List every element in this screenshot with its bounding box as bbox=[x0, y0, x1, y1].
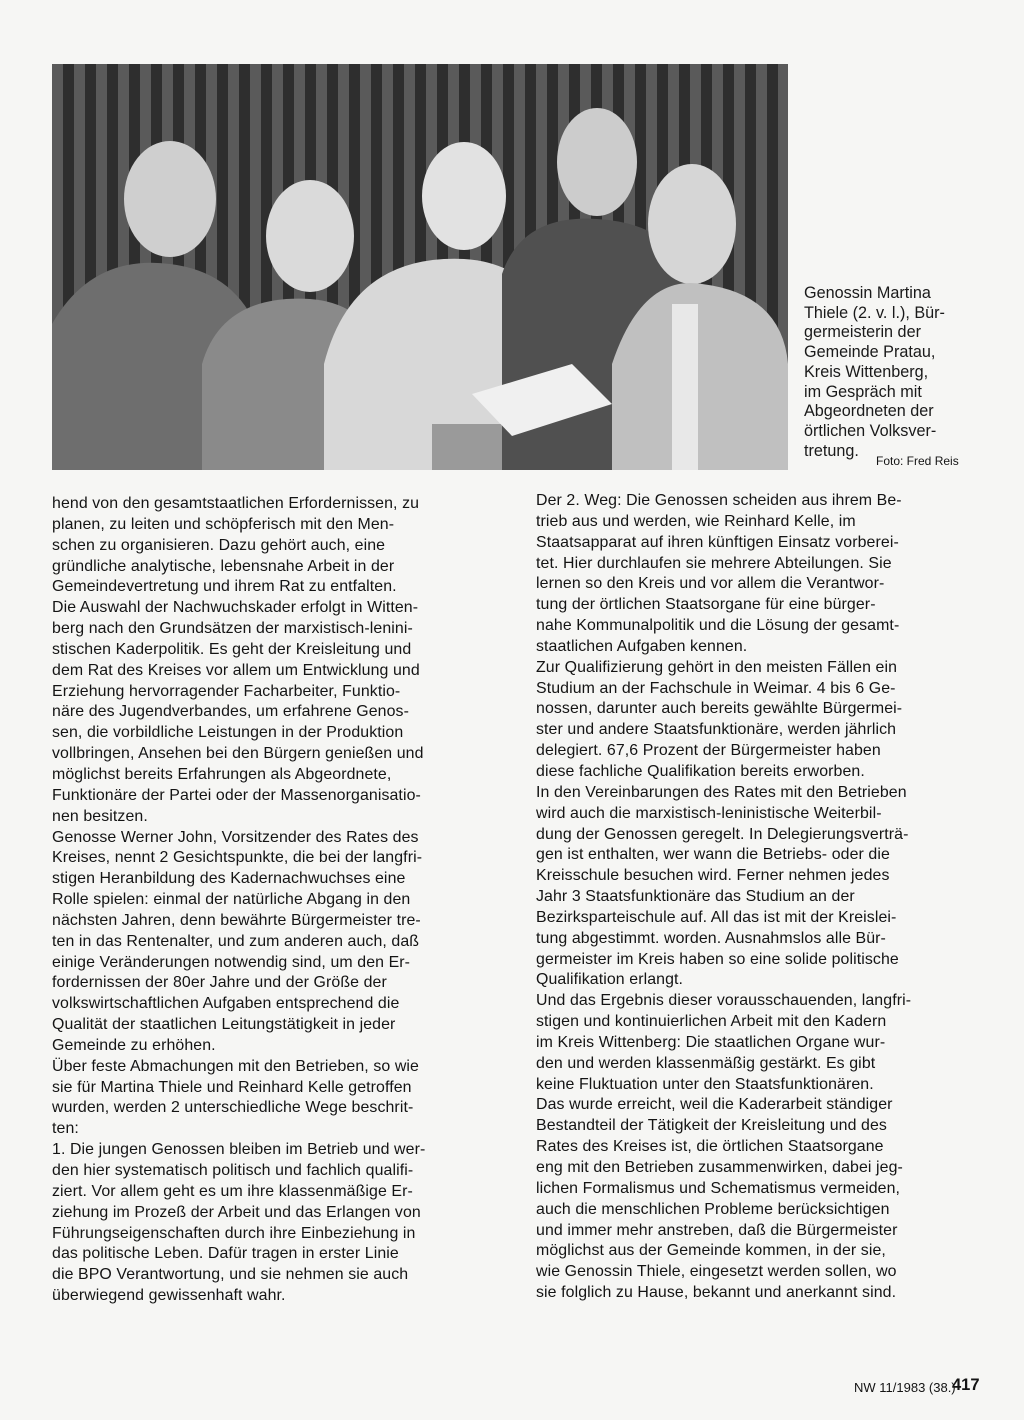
text-line: gründliche analytische, lebensnahe Arbeit in der bbox=[52, 557, 395, 575]
text-line: gen ist enthalten, wer wann die Betriebs- oder die bbox=[536, 846, 890, 864]
text-line: berg nach den Grundsätzen der marxistisch-lenini- bbox=[52, 620, 413, 638]
text-line: In den Vereinbarungen des Rates mit den Betrieben bbox=[536, 783, 907, 801]
text-line: Bestandteil der Tätigkeit der Kreisleitung und des bbox=[536, 1117, 887, 1135]
text-line: das politische Leben. Dafür tragen in erster Linie bbox=[52, 1245, 399, 1263]
text-line: ziehung im Prozeß der Arbeit und das Erlangen von bbox=[52, 1203, 421, 1221]
text-line: lernen so den Kreis und vor allem die Verantwor- bbox=[536, 575, 885, 593]
text-line: fordernissen der 80er Jahre und der Größe der bbox=[52, 974, 387, 992]
text-line: Gemeindevertretung und ihrem Rat zu entfalten. bbox=[52, 578, 397, 596]
text-line: Gemeinde zu erhöhen. bbox=[52, 1036, 216, 1054]
text-line: dem Rat des Kreises vor allem um Entwicklung und bbox=[52, 661, 420, 679]
text-line: ster und andere Staatsfunktionäre, werden jährlich bbox=[536, 721, 897, 739]
text-line: sen, die vorbildliche Leistungen in der Produktion bbox=[52, 724, 404, 742]
text-line: auch die menschlichen Probleme berücksichtigen bbox=[536, 1200, 890, 1218]
text-line: schen zu organisieren. Dazu gehört auch, eine bbox=[52, 536, 386, 554]
text-line: staatlichen Aufgaben kennen. bbox=[536, 637, 748, 655]
text-line: nen besitzen. bbox=[52, 807, 148, 825]
text-line: keine Fluktuation unter den Staatsfunktionären. bbox=[536, 1075, 874, 1093]
text-line: Kreises, nennt 2 Gesichtspunkte, die bei der langfri- bbox=[52, 849, 423, 867]
text-line: stigen Heranbildung des Kadernachwuchses eine bbox=[52, 870, 406, 888]
photo-caption bbox=[804, 284, 976, 461]
text-line: wie Genossin Thiele, eingesetzt werden sollen, wo bbox=[536, 1263, 897, 1281]
text-line: Über feste Abmachungen mit den Betrieben, so wie bbox=[52, 1057, 419, 1075]
text-line: möglichst bereits Erfahrungen als Abgeordnete, bbox=[52, 765, 392, 783]
text-line: nahe Kommunalpolitik und die Lösung der gesamt- bbox=[536, 617, 900, 635]
text-line: Und das Ergebnis dieser vorausschauenden, langfri- bbox=[536, 992, 912, 1010]
text-line: Bezirksparteischule auf. All das ist mit der Kreislei- bbox=[536, 908, 897, 926]
text-line: trieb aus und werden, wie Reinhard Kelle, im bbox=[536, 512, 856, 530]
text-line: im Kreis Wittenberg: Die staatlichen Organe wur- bbox=[536, 1033, 886, 1051]
caption-line: Thiele (2. v. l.), Bür- bbox=[804, 303, 945, 322]
text-line: Qualifikation erlangt. bbox=[536, 971, 684, 989]
article-column-right bbox=[536, 491, 978, 1304]
text-line: Die Auswahl der Nachwuchskader erfolgt in Witten- bbox=[52, 599, 419, 617]
text-line: dung der Genossen geregelt. In Delegierungsverträ- bbox=[536, 825, 909, 843]
caption-line: germeisterin der bbox=[804, 323, 921, 342]
text-line: Staatsapparat auf ihren künftigen Einsatz vorberei- bbox=[536, 533, 899, 551]
text-line: nächsten Jahren, denn bewährte Bürgermeister tre- bbox=[52, 911, 421, 929]
text-line: 1. Die jungen Genossen bleiben im Betrieb und wer- bbox=[52, 1141, 426, 1159]
caption-line: Kreis Wittenberg, bbox=[804, 362, 929, 381]
text-line: überwiegend gewissenhaft wahr. bbox=[52, 1287, 286, 1305]
caption-line: Abgeordneten der bbox=[804, 402, 934, 421]
text-line: Genosse Werner John, Vorsitzender des Rates des bbox=[52, 828, 419, 846]
caption-line: tretung. bbox=[804, 441, 859, 460]
text-line: einige Veränderungen notwendig sind, um den Er- bbox=[52, 953, 411, 971]
text-line: ziert. Vor allem geht es um ihre klassenmäßige Er- bbox=[52, 1182, 413, 1200]
text-line: Rolle spielen: einmal der natürliche Abgang in den bbox=[52, 891, 411, 909]
issue-reference: NW 11/1983 (38.) bbox=[854, 1380, 956, 1395]
text-line: und immer mehr anstreben, daß die Bürgermeister bbox=[536, 1221, 898, 1239]
text-line: planen, zu leiten und schöpferisch mit den Men- bbox=[52, 515, 395, 533]
article-column-left bbox=[52, 494, 500, 1307]
text-line: Qualität der staatlichen Leitungstätigkeit in jeder bbox=[52, 1016, 396, 1034]
text-line: tet. Hier durchlaufen sie mehrere Abteilungen. Sie bbox=[536, 554, 892, 572]
text-line: lichen Formalismus und Schematismus vermeiden, bbox=[536, 1179, 901, 1197]
text-line: Funktionäre der Partei oder der Massenorganisatio- bbox=[52, 786, 421, 804]
text-line: eng mit den Betrieben zusammenwirken, dabei jeg- bbox=[536, 1159, 903, 1176]
text-line: Kreisschule besuchen wird. Ferner nehmen jedes bbox=[536, 867, 890, 885]
photo-illustration bbox=[52, 64, 788, 470]
text-line: sie folglich zu Hause, bekannt und anerkannt sind. bbox=[536, 1284, 897, 1302]
caption-line: Gemeinde Pratau, bbox=[804, 343, 936, 362]
text-line: germeister im Kreis haben so eine solide politische bbox=[536, 950, 899, 968]
text-line: nossen, darunter auch bereits gewählte Bürgermei- bbox=[536, 700, 903, 718]
text-line: Das wurde erreicht, weil die Kaderarbeit ständiger bbox=[536, 1096, 893, 1114]
text-line: delegiert. 67,6 Prozent der Bürgermeister haben bbox=[536, 742, 881, 760]
text-line: den hier systematisch politisch und fachlich qualifi- bbox=[52, 1162, 414, 1179]
text-line: vollbringen, Ansehen bei den Bürgern genießen und bbox=[52, 745, 424, 763]
text-line: sie für Martina Thiele und Reinhard Kelle getroffen bbox=[52, 1078, 412, 1096]
text-line: stigen und kontinuierlichen Arbeit mit den Kadern bbox=[536, 1013, 887, 1031]
text-line: stischen Kaderpolitik. Es geht der Kreisleitung und bbox=[52, 640, 412, 658]
group-photo bbox=[52, 64, 788, 470]
text-line: die BPO Verantwortung, und sie nehmen sie auch bbox=[52, 1266, 409, 1284]
text-line: näre des Jugendverbandes, um erfahrene Genos- bbox=[52, 703, 409, 721]
text-line: Der 2. Weg: Die Genossen scheiden aus ihrem Be- bbox=[536, 492, 902, 509]
text-line: Zur Qualifizierung gehört in den meisten Fällen ein bbox=[536, 658, 898, 676]
text-line: Studium an der Fachschule in Weimar. 4 bis 6 Ge- bbox=[536, 679, 896, 697]
text-line: wurden, werden 2 unterschiedliche Wege beschrit- bbox=[52, 1099, 414, 1117]
text-line: Führungseigenschaften durch ihre Einbeziehung in bbox=[52, 1224, 416, 1242]
page-number: 417 bbox=[952, 1376, 980, 1394]
text-line: Jahr 3 Staatsfunktionäre das Studium an der bbox=[536, 888, 855, 906]
text-line: tung der örtlichen Staatsorgane für eine bürger- bbox=[536, 596, 876, 614]
text-line: den und werden klassenmäßig gestärkt. Es gibt bbox=[536, 1054, 876, 1072]
text-line: tung abgestimmt. worden. Ausnahmslos alle Bür- bbox=[536, 929, 886, 947]
text-line: ten: bbox=[52, 1120, 79, 1138]
photo-credit: Foto: Fred Reis bbox=[876, 454, 959, 468]
text-line: Erziehung hervorragender Facharbeiter, Funktio- bbox=[52, 682, 401, 700]
text-line: wird auch die marxistisch-leninistische Weiterbil- bbox=[536, 804, 882, 822]
text-line: volkswirtschaftlichen Aufgaben entsprechend die bbox=[52, 995, 400, 1013]
text-line: diese fachliche Qualifikation bereits erworben. bbox=[536, 762, 865, 780]
text-line: hend von den gesamtstaatlichen Erfordernissen, zu bbox=[52, 495, 420, 512]
caption-line: im Gespräch mit bbox=[804, 382, 922, 401]
caption-line: Genossin Martina bbox=[804, 284, 931, 302]
text-line: ten in das Rentenalter, und zum anderen auch, daß bbox=[52, 932, 420, 950]
caption-line: örtlichen Volksver- bbox=[804, 421, 937, 440]
text-line: möglichst aus der Gemeinde kommen, in der sie, bbox=[536, 1242, 886, 1260]
text-line: Rates des Kreises ist, die örtlichen Staatsorgane bbox=[536, 1138, 884, 1156]
